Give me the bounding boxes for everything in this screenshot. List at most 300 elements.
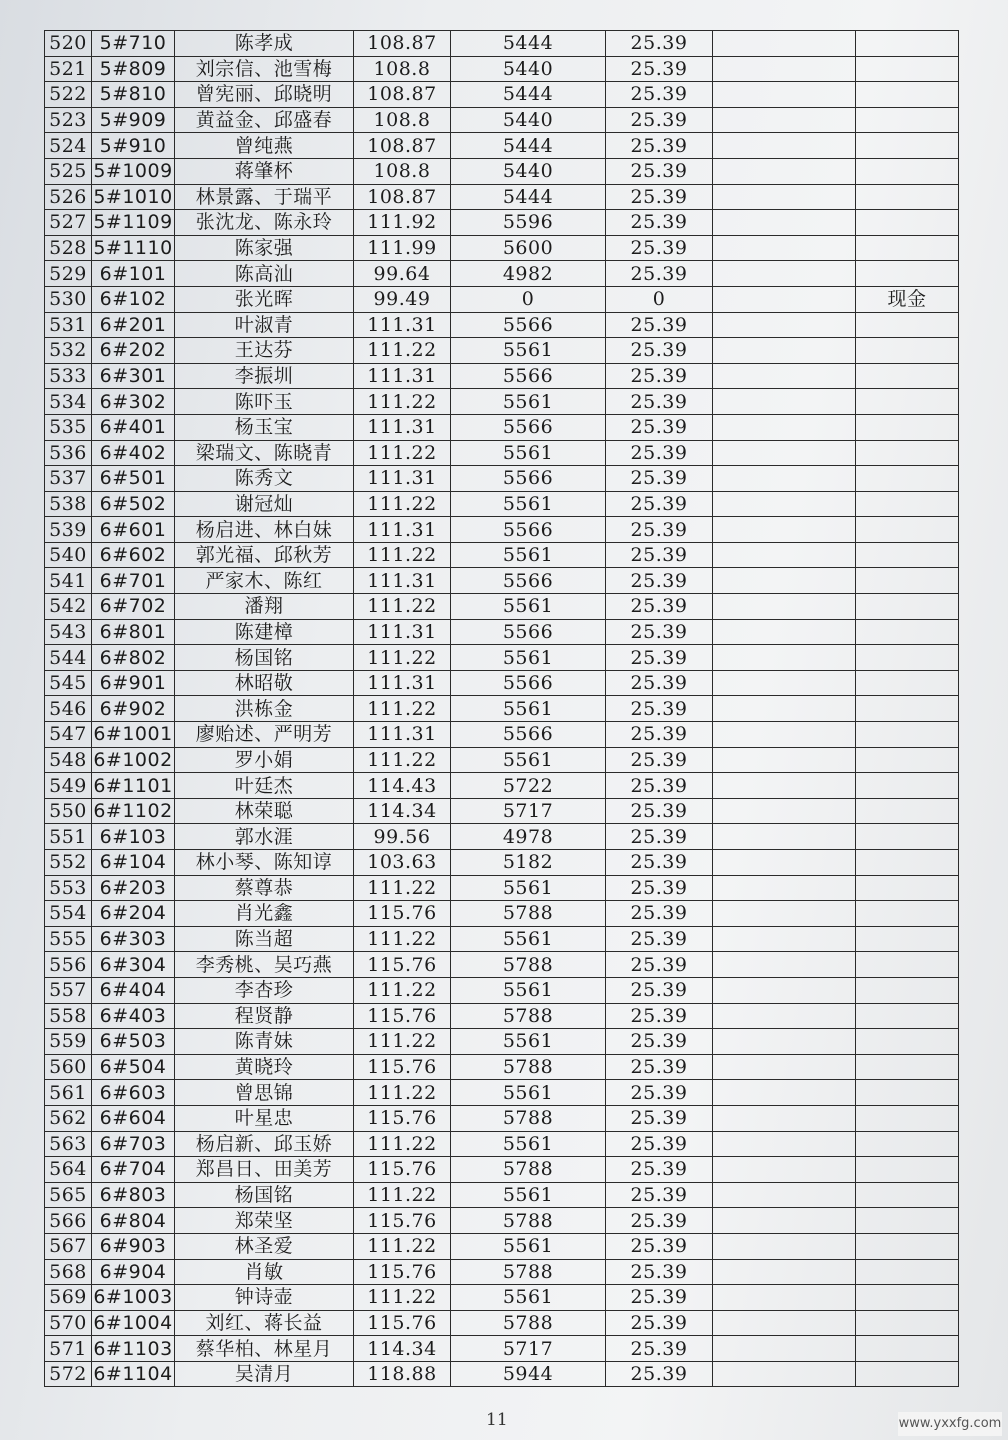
amount-cell: 5561 [451,1029,606,1055]
row-number-cell: 565 [45,1182,92,1208]
table-row [45,670,959,696]
note-cell [856,542,959,568]
blank-cell [713,926,856,952]
amount-cell: 5566 [451,363,606,389]
rate-cell: 25.39 [606,1259,713,1285]
blank-cell [713,901,856,927]
note-cell [856,210,959,236]
table-row [45,31,959,57]
note-cell [856,1259,959,1285]
area-cell: 115.76 [354,1157,451,1183]
amount-cell: 5444 [451,133,606,159]
note-cell [856,312,959,338]
blank-cell [713,133,856,159]
row-number-cell: 548 [45,747,92,773]
rate-cell: 25.39 [606,1131,713,1157]
row-number-cell: 551 [45,824,92,850]
amount-cell: 5566 [451,466,606,492]
room-cell: 6#101 [92,261,175,287]
area-cell: 111.22 [354,747,451,773]
note-cell [856,1029,959,1055]
rate-cell: 25.39 [606,312,713,338]
room-cell: 6#203 [92,875,175,901]
room-cell: 6#804 [92,1208,175,1234]
table-row [45,619,959,645]
owner-name-cell: 钟诗壶 [175,1285,354,1311]
owner-name-cell: 陈当超 [175,926,354,952]
table-row [45,82,959,108]
blank-cell [713,235,856,261]
room-cell: 6#403 [92,1003,175,1029]
area-cell: 111.31 [354,312,451,338]
blank-cell [713,1361,856,1387]
row-number-cell: 527 [45,210,92,236]
row-number-cell: 544 [45,645,92,671]
row-number-cell: 568 [45,1259,92,1285]
room-cell: 6#601 [92,517,175,543]
owner-name-cell: 陈青妹 [175,1029,354,1055]
blank-cell [713,1310,856,1336]
ledger-body [45,31,959,1387]
blank-cell [713,491,856,517]
room-cell: 5#809 [92,56,175,82]
room-cell: 6#701 [92,568,175,594]
row-number-cell: 556 [45,952,92,978]
room-cell: 6#703 [92,1131,175,1157]
watermark: www.yxxfg.com [898,1412,1002,1436]
table-row [45,1131,959,1157]
area-cell: 111.22 [354,389,451,415]
amount-cell: 5561 [451,645,606,671]
amount-cell: 5566 [451,414,606,440]
note-cell [856,517,959,543]
table-row [45,56,959,82]
room-cell: 6#102 [92,286,175,312]
room-cell: 6#803 [92,1182,175,1208]
row-number-cell: 529 [45,261,92,287]
note-cell [856,1157,959,1183]
row-number-cell: 539 [45,517,92,543]
owner-name-cell: 曾宪丽、邱晓明 [175,82,354,108]
table-row [45,107,959,133]
table-row [45,1105,959,1131]
area-cell: 111.22 [354,1131,451,1157]
table-row [45,338,959,364]
blank-cell [713,1336,856,1362]
table-row [45,414,959,440]
amount-cell: 4982 [451,261,606,287]
rate-cell: 25.39 [606,56,713,82]
note-cell [856,1336,959,1362]
table-row [45,1336,959,1362]
area-cell: 108.8 [354,56,451,82]
rate-cell: 25.39 [606,389,713,415]
owner-name-cell: 肖敏 [175,1259,354,1285]
amount-cell: 5561 [451,1233,606,1259]
rate-cell: 25.39 [606,1157,713,1183]
blank-cell [713,1259,856,1285]
room-cell: 6#904 [92,1259,175,1285]
rate-cell: 25.39 [606,133,713,159]
note-cell [856,977,959,1003]
rate-cell: 25.39 [606,338,713,364]
area-cell: 111.22 [354,440,451,466]
owner-name-cell: 林昭敬 [175,670,354,696]
rate-cell: 25.39 [606,1182,713,1208]
table-row [45,875,959,901]
room-cell: 6#1104 [93,1363,173,1386]
table-row [45,773,959,799]
rate-cell: 25.39 [606,158,713,184]
note-cell [856,466,959,492]
rate-cell: 25.39 [606,107,713,133]
amount-cell: 5561 [451,875,606,901]
table-row [45,261,959,287]
owner-name-cell: 叶星忠 [175,1105,354,1131]
row-number-cell: 564 [45,1157,92,1183]
blank-cell [713,158,856,184]
owner-name-cell: 叶廷杰 [175,773,354,799]
blank-cell [713,338,856,364]
amount-cell: 5440 [451,56,606,82]
note-cell [856,107,959,133]
row-number-cell: 571 [45,1336,92,1362]
room-cell: 6#604 [92,1105,175,1131]
area-cell: 111.31 [354,568,451,594]
rate-cell: 25.39 [606,977,713,1003]
table-row [45,235,959,261]
area-cell: 111.22 [354,542,451,568]
row-number-cell: 547 [45,722,92,748]
owner-name-cell: 程贤静 [175,1003,354,1029]
room-cell: 6#1004 [93,1311,173,1334]
blank-cell [713,722,856,748]
amount-cell: 5561 [451,542,606,568]
amount-cell: 5788 [451,1310,606,1336]
row-number-cell: 528 [45,235,92,261]
amount-cell: 5596 [451,210,606,236]
room-cell: 6#503 [92,1029,175,1055]
owner-name-cell: 林小琴、陈知谆 [175,850,354,876]
rate-cell: 25.39 [606,696,713,722]
room-cell: 5#710 [92,31,175,57]
blank-cell [713,184,856,210]
area-cell: 111.22 [354,926,451,952]
rate-cell: 25.39 [606,824,713,850]
rate-cell: 25.39 [606,875,713,901]
note-cell [856,1080,959,1106]
row-number-cell: 541 [45,568,92,594]
row-number-cell: 553 [45,875,92,901]
amount-cell: 5944 [451,1361,606,1387]
note-cell [856,440,959,466]
blank-cell [713,1285,856,1311]
area-cell: 111.31 [354,670,451,696]
area-cell: 111.22 [354,977,451,1003]
blank-cell [713,773,856,799]
room-cell: 6#501 [92,466,175,492]
table-row [45,850,959,876]
note-cell [856,1003,959,1029]
blank-cell [713,1029,856,1055]
room-cell: 6#704 [92,1157,175,1183]
table-row [45,645,959,671]
blank-cell [713,645,856,671]
room-cell: 5#810 [92,82,175,108]
area-cell: 114.43 [354,773,451,799]
table-row [45,1259,959,1285]
row-number-cell: 532 [45,338,92,364]
blank-cell [713,594,856,620]
area-cell: 111.31 [354,414,451,440]
note-cell [856,645,959,671]
area-cell: 111.22 [354,338,451,364]
amount-cell: 5444 [451,31,606,57]
row-number-cell: 560 [45,1054,92,1080]
area-cell: 111.22 [354,1029,451,1055]
area-cell: 111.22 [354,1080,451,1106]
row-number-cell: 555 [45,926,92,952]
row-number-cell: 537 [45,466,92,492]
amount-cell: 5788 [451,1259,606,1285]
owner-name-cell: 罗小娟 [175,747,354,773]
area-cell: 115.76 [354,952,451,978]
area-cell: 111.31 [354,363,451,389]
room-cell: 6#404 [92,977,175,1003]
owner-name-cell: 陈吓玉 [175,389,354,415]
table-row [45,210,959,236]
row-number-cell: 559 [45,1029,92,1055]
owner-name-cell: 杨玉宝 [175,414,354,440]
rate-cell: 25.39 [606,952,713,978]
note-cell [856,696,959,722]
room-cell: 6#801 [92,619,175,645]
row-number-cell: 530 [45,286,92,312]
blank-cell [713,952,856,978]
row-number-cell: 549 [45,773,92,799]
row-number-cell: 521 [45,56,92,82]
room-cell: 5#909 [92,107,175,133]
area-cell: 103.63 [354,850,451,876]
row-number-cell: 566 [45,1208,92,1234]
note-cell [856,235,959,261]
note-cell [856,31,959,57]
rate-cell: 25.39 [606,619,713,645]
room-cell: 6#104 [92,850,175,876]
blank-cell [713,107,856,133]
amount-cell: 5788 [451,1003,606,1029]
table-row [45,901,959,927]
blank-cell [713,517,856,543]
note-cell [856,56,959,82]
blank-cell [713,1157,856,1183]
rate-cell: 25.39 [606,1080,713,1106]
blank-cell [713,875,856,901]
area-cell: 111.99 [354,235,451,261]
table-row [45,363,959,389]
amount-cell: 5717 [451,1336,606,1362]
amount-cell: 5561 [451,926,606,952]
amount-cell: 5561 [451,389,606,415]
note-cell [856,1285,959,1311]
room-cell: 6#802 [92,645,175,671]
rate-cell: 25.39 [606,568,713,594]
owner-name-cell: 肖光鑫 [175,901,354,927]
blank-cell [713,747,856,773]
note-cell [856,133,959,159]
table-row [45,184,959,210]
table-row [45,824,959,850]
area-cell: 111.22 [354,696,451,722]
amount-cell: 5561 [451,1182,606,1208]
room-cell: 6#1002 [93,748,173,771]
blank-cell [713,31,856,57]
area-cell: 111.22 [354,645,451,671]
row-number-cell: 520 [45,31,92,57]
rate-cell: 25.39 [606,466,713,492]
room-cell: 5#1110 [93,237,173,260]
note-cell [856,1182,959,1208]
room-cell: 6#903 [92,1233,175,1259]
owner-name-cell: 蒋肇杯 [175,158,354,184]
area-cell: 111.31 [354,466,451,492]
table-row [45,466,959,492]
table-row [45,1080,959,1106]
blank-cell [713,1080,856,1106]
amount-cell: 5561 [451,747,606,773]
room-cell: 6#1103 [93,1337,173,1360]
rate-cell: 25.39 [606,645,713,671]
rate-cell: 25.39 [606,184,713,210]
row-number-cell: 525 [45,158,92,184]
row-number-cell: 567 [45,1233,92,1259]
rate-cell: 25.39 [606,414,713,440]
table-row [45,1003,959,1029]
note-cell [856,491,959,517]
row-number-cell: 534 [45,389,92,415]
owner-name-cell: 陈家强 [175,235,354,261]
owner-name-cell: 曾思锦 [175,1080,354,1106]
rate-cell: 25.39 [606,1233,713,1259]
rate-cell: 25.39 [606,1105,713,1131]
note-cell [856,1361,959,1387]
owner-name-cell: 郑荣坚 [175,1208,354,1234]
table-row [45,747,959,773]
amount-cell: 5182 [451,850,606,876]
amount-cell: 5444 [451,184,606,210]
table-row [45,1182,959,1208]
owner-name-cell: 刘红、蒋长益 [175,1310,354,1336]
note-cell [856,747,959,773]
row-number-cell: 523 [45,107,92,133]
row-number-cell: 531 [45,312,92,338]
row-number-cell: 540 [45,542,92,568]
room-cell: 6#901 [92,670,175,696]
area-cell: 115.76 [354,1310,451,1336]
table-row [45,1054,959,1080]
area-cell: 111.22 [354,1285,451,1311]
owner-name-cell: 蔡尊恭 [175,875,354,901]
rate-cell: 25.39 [606,926,713,952]
note-cell [856,158,959,184]
row-number-cell: 558 [45,1003,92,1029]
amount-cell: 5566 [451,619,606,645]
table-row [45,491,959,517]
note-cell [856,184,959,210]
area-cell: 111.22 [354,491,451,517]
row-number-cell: 557 [45,977,92,1003]
blank-cell [713,286,856,312]
table-row [45,594,959,620]
rate-cell: 25.39 [606,31,713,57]
blank-cell [713,363,856,389]
room-cell: 6#401 [92,414,175,440]
owner-name-cell: 林荣聪 [175,798,354,824]
rate-cell: 25.39 [606,1208,713,1234]
note-cell [856,82,959,108]
amount-cell: 5788 [451,1105,606,1131]
row-number-cell: 542 [45,594,92,620]
row-number-cell: 545 [45,670,92,696]
row-number-cell: 554 [45,901,92,927]
owner-name-cell: 梁瑞文、陈晓青 [175,440,354,466]
area-cell: 111.31 [354,517,451,543]
amount-cell: 0 [451,286,606,312]
area-cell: 108.87 [354,184,451,210]
area-cell: 111.31 [354,619,451,645]
row-number-cell: 561 [45,1080,92,1106]
rate-cell: 25.39 [606,1285,713,1311]
blank-cell [713,568,856,594]
row-number-cell: 533 [45,363,92,389]
blank-cell [713,696,856,722]
note-cell [856,619,959,645]
room-cell: 6#702 [92,594,175,620]
area-cell: 111.31 [354,722,451,748]
blank-cell [713,542,856,568]
rate-cell: 25.39 [606,1003,713,1029]
amount-cell: 5717 [451,798,606,824]
amount-cell: 5566 [451,517,606,543]
payment-ledger-table [44,30,959,1387]
blank-cell [713,466,856,492]
table-row [45,696,959,722]
rate-cell: 25.39 [606,517,713,543]
room-cell: 6#204 [92,901,175,927]
owner-name-cell: 潘翔 [175,594,354,620]
amount-cell: 5444 [451,82,606,108]
owner-name-cell: 林圣爱 [175,1233,354,1259]
table-row [45,542,959,568]
row-number-cell: 536 [45,440,92,466]
table-row [45,926,959,952]
amount-cell: 5788 [451,1157,606,1183]
owner-name-cell: 洪栋金 [175,696,354,722]
row-number-cell: 550 [45,798,92,824]
amount-cell: 5561 [451,440,606,466]
amount-cell: 5561 [451,338,606,364]
area-cell: 108.87 [354,133,451,159]
area-cell: 114.34 [354,798,451,824]
owner-name-cell: 陈高汕 [175,261,354,287]
rate-cell: 25.39 [606,773,713,799]
amount-cell: 5566 [451,722,606,748]
owner-name-cell: 谢冠灿 [175,491,354,517]
blank-cell [713,824,856,850]
room-cell: 6#301 [92,363,175,389]
amount-cell: 5788 [451,901,606,927]
table-row [45,1310,959,1336]
